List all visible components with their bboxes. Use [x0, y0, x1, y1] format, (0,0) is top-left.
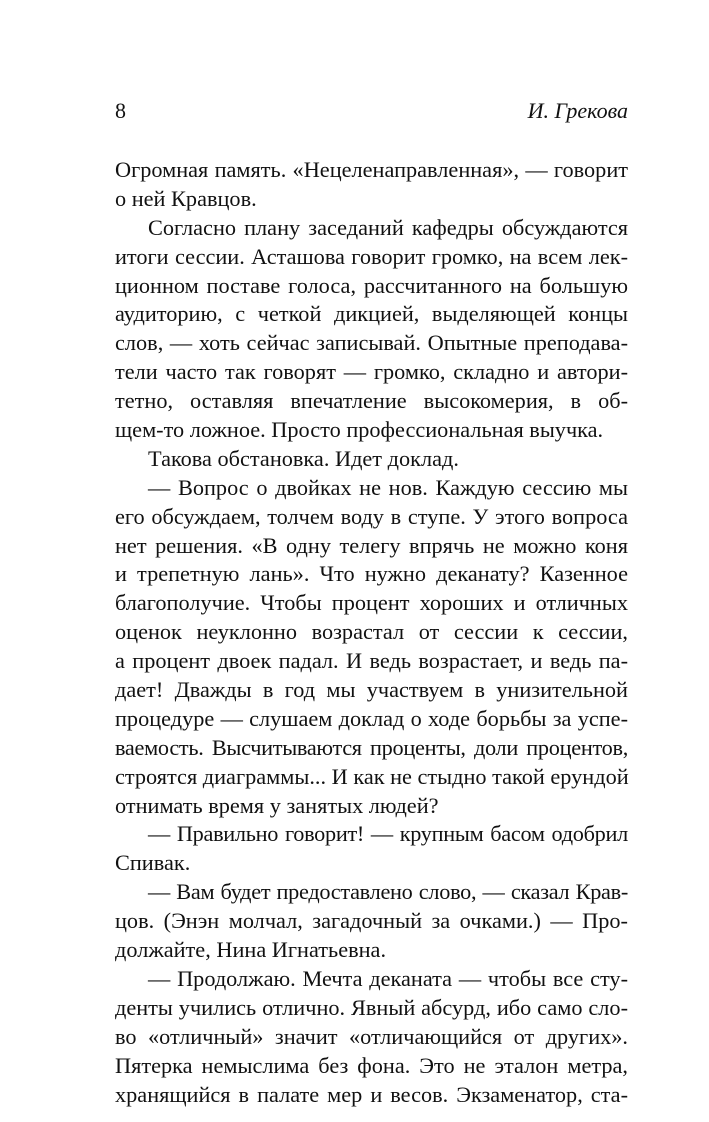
- text-line: благополучие. Чтобы процент хороших и отличных: [115, 590, 628, 616]
- text-line: тели часто так говорят — громко, складно и автори-: [115, 359, 628, 385]
- text-line: аудиторию, с четкой дикцией, выделяющей концы: [115, 301, 628, 327]
- body-text: [115, 156, 628, 1109]
- text-line: должайте, Нина Игнатьевна.: [115, 937, 387, 963]
- text-line: — Вам будет предоставлено слово, — сказал Крав-: [148, 879, 628, 905]
- text-line: денты учились отлично. Явный абсурд, ибо само сло-: [115, 994, 628, 1020]
- text-line: — Правильно говорит! — крупным басом одобрил: [148, 821, 628, 847]
- text-line: цов. (Энэн молчал, загадочный за очками.) — Про-: [115, 908, 628, 934]
- page-header: [115, 98, 628, 128]
- text-line: отнимать время у занятых людей?: [115, 792, 439, 818]
- text-line: слов, — хоть сейчас записывай. Опытные преподава-: [115, 330, 628, 356]
- text-line: Спивак.: [115, 850, 191, 876]
- text-line: итоги сессии. Асташова говорит громко, на всем лек-: [115, 243, 628, 269]
- text-line: строятся диаграммы... И как не стыдно такой ерундой: [115, 763, 629, 789]
- text-line: его обсуждаем, толчем воду в ступе. У этого вопроса: [115, 503, 628, 529]
- text-line: Такова обстановка. Идет доклад.: [148, 445, 459, 471]
- text-line: щем-то ложное. Просто профессиональная выучка.: [115, 417, 604, 443]
- text-line: Пятерка немыслима без фона. Это не эталон метра,: [115, 1052, 628, 1078]
- page-number: 8: [115, 98, 126, 123]
- running-head-author: И. Грекова: [527, 98, 628, 123]
- text-line: тетно, оставляя впечатление высокомерия, в об-: [115, 388, 628, 414]
- text-line: — Вопрос о двойках не нов. Каждую сессию мы: [148, 474, 628, 500]
- text-line: а процент двоек падал. И ведь возрастает, и ведь па-: [115, 648, 628, 674]
- text-line: Согласно плану заседаний кафедры обсуждаются: [148, 214, 628, 240]
- text-line: о ней Кравцов.: [115, 185, 257, 211]
- text-line: и трепетную лань». Что нужно деканату? Казенное: [115, 561, 628, 587]
- text-line: оценок неуклонно возрастал от сессии к сессии,: [115, 619, 628, 645]
- text-line: хранящийся в палате мер и весов. Экзаменатор, ста-: [115, 1081, 628, 1107]
- text-line: ваемость. Высчитываются проценты, доли процентов,: [115, 734, 628, 760]
- text-line: во «отличный» значит «отличающийся от других».: [115, 1023, 628, 1049]
- text-line: дает! Дважды в год мы участвуем в унизительной: [115, 677, 628, 703]
- text-line: процедуре — слушаем доклад о ходе борьбы за успе-: [115, 705, 628, 731]
- text-line: Огромная память. «Нецеленаправленная», — говорит: [115, 157, 628, 182]
- text-line: нет решения. «В одну телегу впрячь не можно коня: [115, 532, 628, 558]
- text-line: — Продолжаю. Мечта деканата — чтобы все сту-: [148, 965, 628, 991]
- text-line: ционном поставе голоса, рассчитанного на большую: [115, 272, 628, 298]
